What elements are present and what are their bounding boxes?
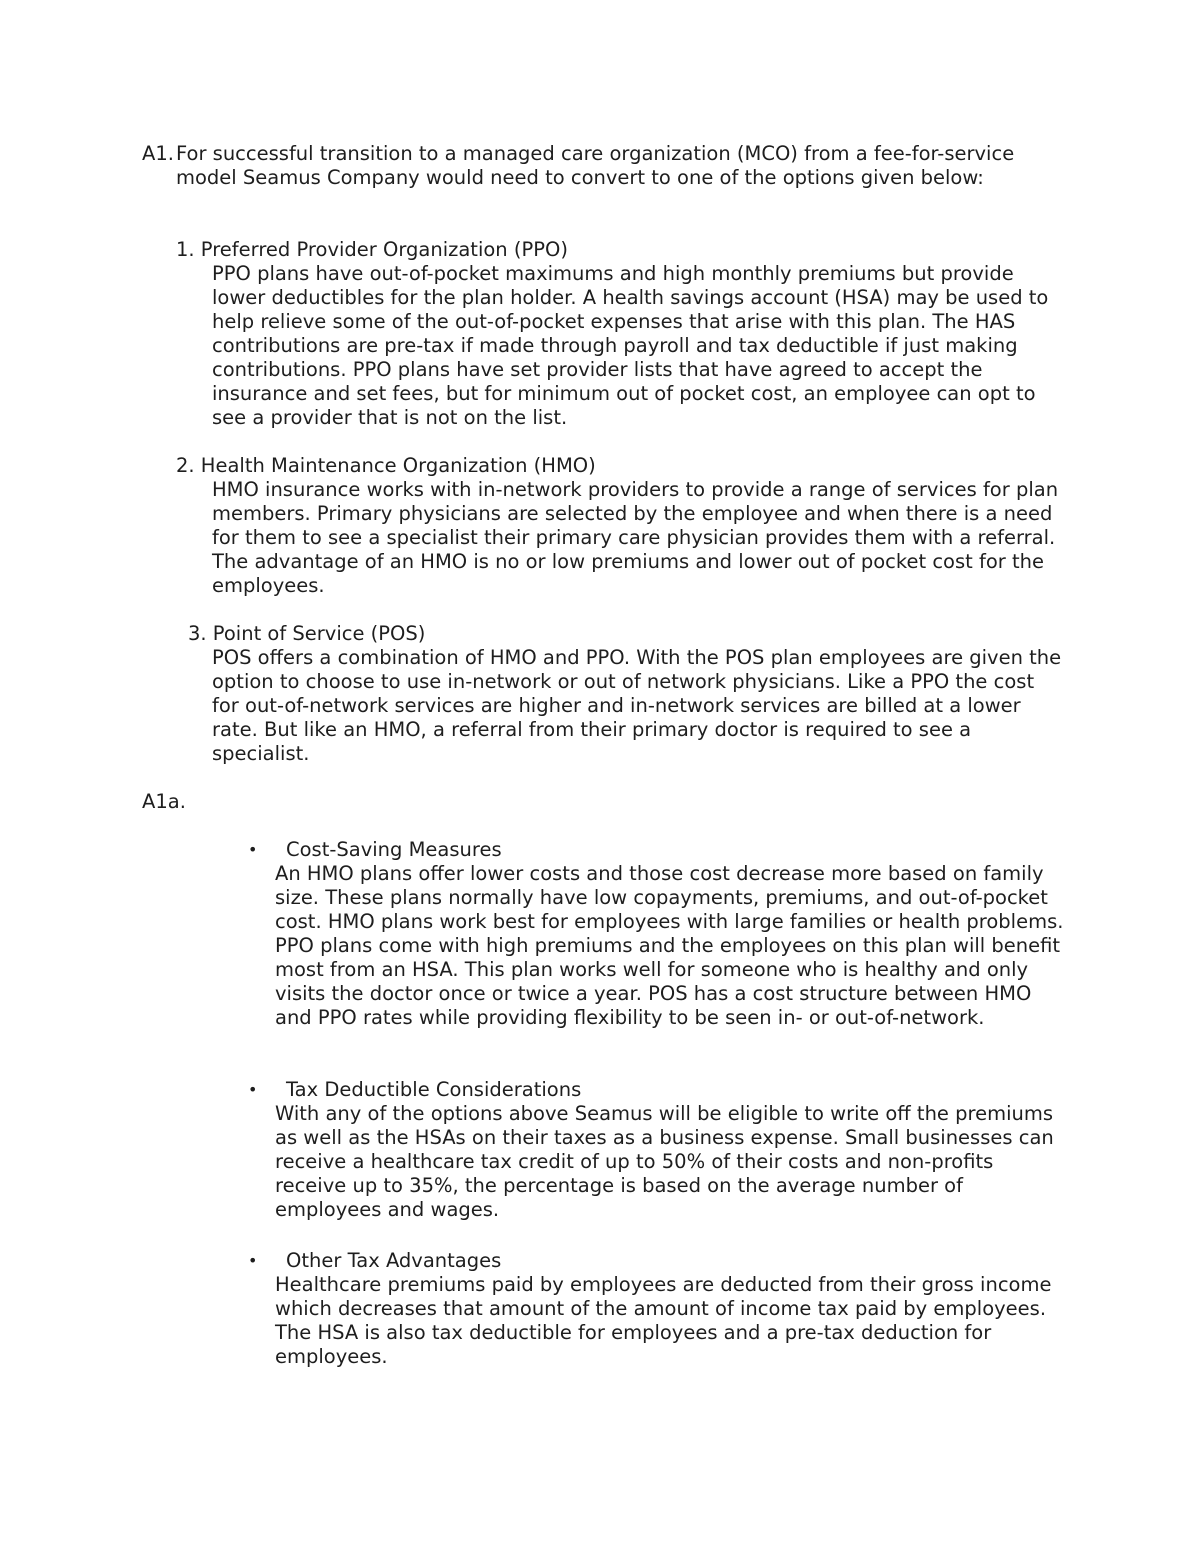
section-a1-label: A1. [142,142,174,165]
bullet-other-tax-body: Healthcare premiums paid by employees are deducted from their gross income which decreases that amount of the amount of income tax paid by employees. The HSA is also tax deductible for employees and a pre-tax deduction for employees. [275,1273,1052,1368]
option-pos-body: POS offers a combination of HMO and PPO. With the POS plan employees are given the option to choose to use in-network or out of network physicians. Like a PPO the cost for out-of-network services are higher and in-network services are billed at a lower rate. But like an HMO, a referral from their primary doctor is required to see a specialist. [212,646,1062,765]
section-a1 [142,142,1072,190]
option-hmo [176,454,1066,598]
bullet-cost-saving-title: Cost-Saving Measures [286,838,502,861]
bullet-icon: • [248,1251,258,1270]
section-a1-intro: For successful transition to a managed care organization (MCO) from a fee-for-service model Seamus Company would need to convert to one of the options given below: [176,142,1015,189]
bullet-other-tax-title: Other Tax Advantages [286,1249,502,1272]
option-pos [188,622,1066,766]
bullet-tax-deductible-body: With any of the options above Seamus will be eligible to write off the premiums as well as the HSAs on their taxes as a business expense. Small businesses can receive a healthcare tax credit of up to 50% of their costs and non-profits receive up to 35%, the percentage is based on the average number of employees and wages. [275,1102,1054,1221]
section-a1a-label: A1a. [142,790,186,813]
bullet-icon: • [248,840,258,859]
bullet-icon: • [248,1080,258,1099]
option-hmo-body: HMO insurance works with in-network providers to provide a range of services for plan members. Primary physicians are selected by the employee and when there is a need for them to see a specialist their primary care physician provides them with a referral. The advantage of an HMO is no or low premiums and lower out of pocket cost for the employees. [212,478,1059,597]
option-pos-title: 3. Point of Service (POS) [188,622,426,645]
option-ppo-title: 1. Preferred Provider Organization (PPO) [176,238,568,261]
option-hmo-title: 2. Health Maintenance Organization (HMO) [176,454,596,477]
bullet-tax-deductible-title: Tax Deductible Considerations [286,1078,582,1101]
option-ppo-body: PPO plans have out-of-pocket maximums and high monthly premiums but provide lower deductibles for the plan holder. A health savings account (HSA) may be used to help relieve some of the out-of-pocket expenses that arise with this plan. The HAS contributions are pre-tax if made through payroll and tax deductible if just making contributions. PPO plans have set provider lists that have agreed to accept the insurance and set fees, but for minimum out of pocket cost, an employee can opt to see a provider that is not on the list. [212,262,1049,429]
bullet-cost-saving-body: An HMO plans offer lower costs and those cost decrease more based on family size. These plans normally have low copayments, premiums, and out-of-pocket cost. HMO plans work best for employees with large families or health problems. PPO plans come with high premiums and the employees on this plan will benefit most from an HSA. This plan works well for someone who is healthy and only visits the doctor once or twice a year. POS has a cost structure between HMO and PPO rates while providing flexibility to be seen in- or out-of-network. [275,862,1064,1029]
option-ppo [176,238,1066,430]
